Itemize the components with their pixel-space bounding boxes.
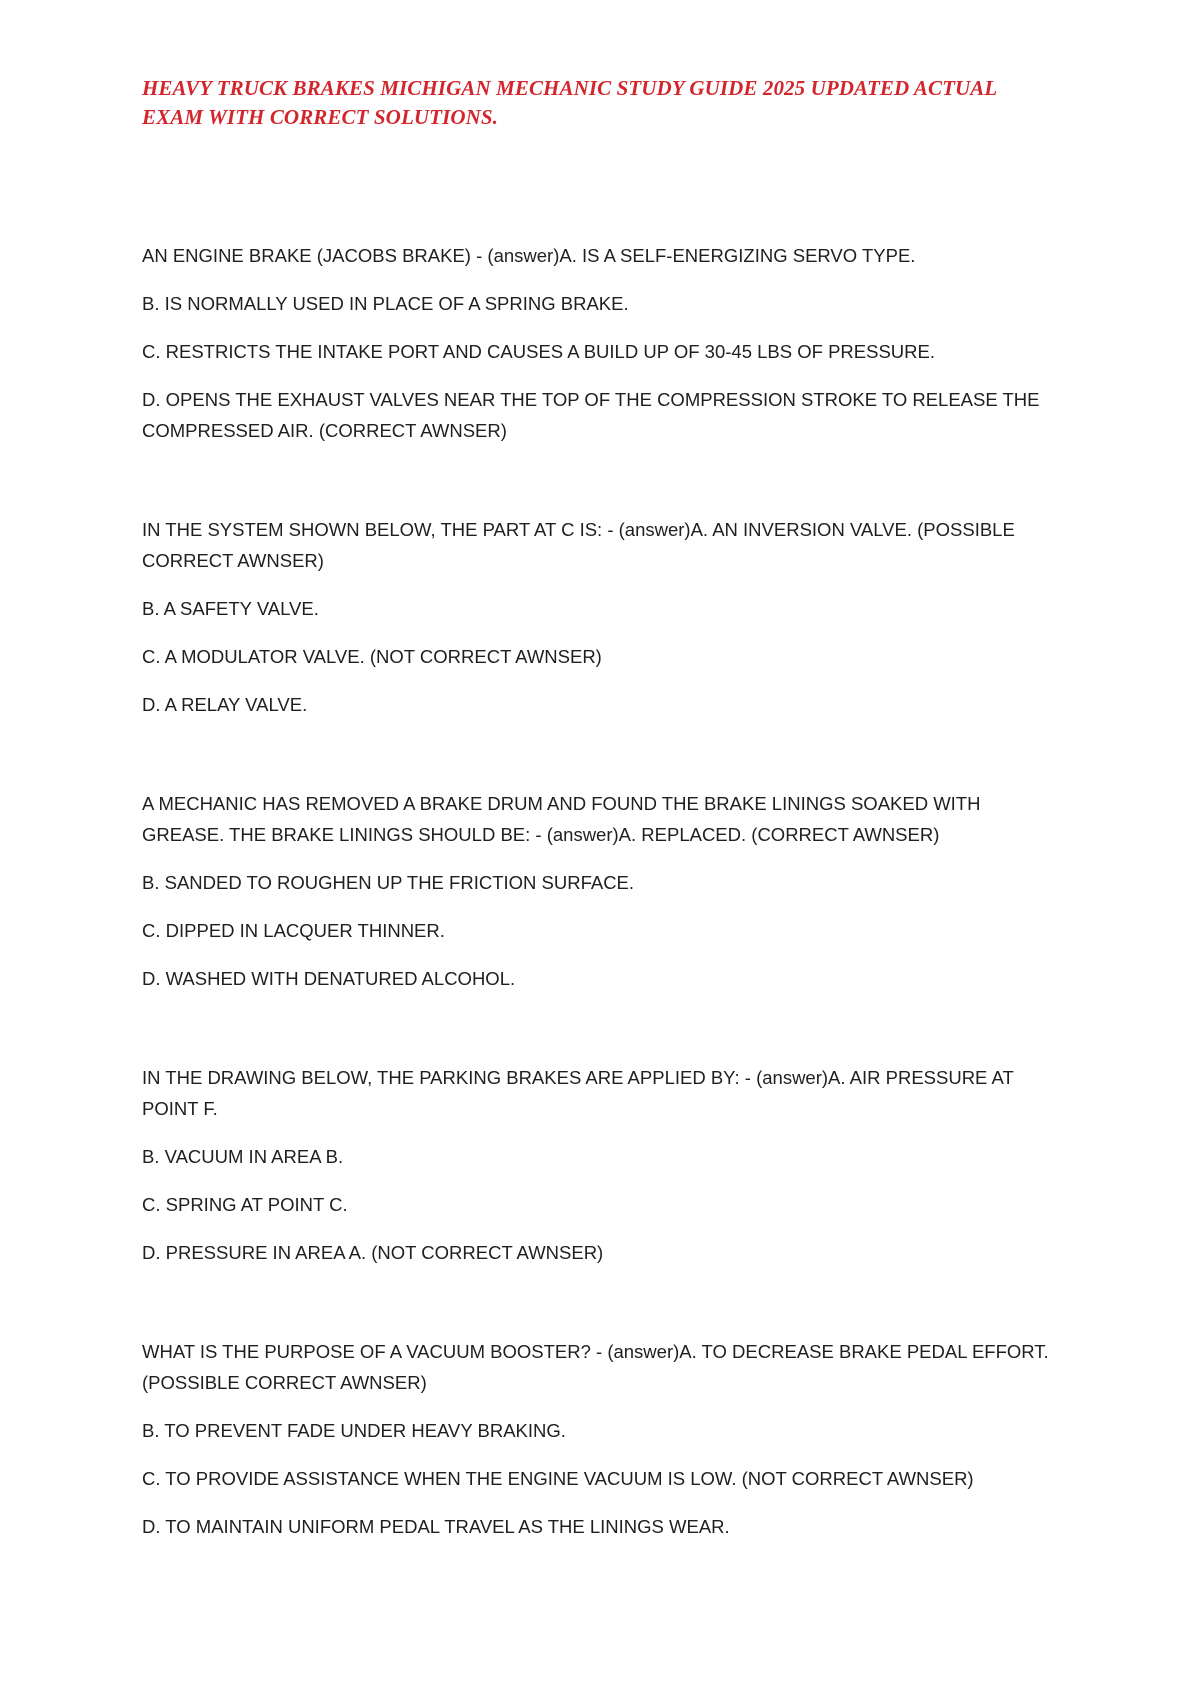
answer-option: C. A MODULATOR VALVE. (NOT CORRECT AWNSER) (142, 646, 602, 667)
answer-option: D. WASHED WITH DENATURED ALCOHOL. (142, 968, 516, 989)
answer-option: B. IS NORMALLY USED IN PLACE OF A SPRING BRAKE. (142, 293, 629, 314)
answer-option: C. RESTRICTS THE INTAKE PORT AND CAUSES A BUILD UP OF 30-45 LBS OF PRESSURE. (142, 341, 935, 362)
answer-option: D. OPENS THE EXHAUST VALVES NEAR THE TOP OF THE COMPRESSION STROKE TO RELEASE THE COMPRESSED AIR. (CORRECT AWNSER) (142, 389, 1040, 441)
question-list (142, 240, 1062, 1610)
question-stem: IN THE SYSTEM SHOWN BELOW, THE PART AT C IS: - (answer)A. AN INVERSION VALVE. (POSSIBLE CORRECT AWNSER) (142, 519, 1015, 571)
question-stem: IN THE DRAWING BELOW, THE PARKING BRAKES ARE APPLIED BY: - (answer)A. AIR PRESSURE AT POINT F. (142, 1067, 1014, 1119)
answer-option: D. A RELAY VALVE. (142, 694, 308, 715)
answer-option: B. SANDED TO ROUGHEN UP THE FRICTION SURFACE. (142, 872, 635, 893)
answer-option: C. TO PROVIDE ASSISTANCE WHEN THE ENGINE VACUUM IS LOW. (NOT CORRECT AWNSER) (142, 1468, 974, 1489)
answer-option: B. TO PREVENT FADE UNDER HEAVY BRAKING. (142, 1420, 566, 1441)
question-stem: A MECHANIC HAS REMOVED A BRAKE DRUM AND FOUND THE BRAKE LININGS SOAKED WITH GREASE. THE BRAKE LININGS SHOULD BE: - (answer)A. REPLACED. (CORRECT AWNSER) (142, 793, 981, 845)
question-block (142, 240, 1062, 446)
answer-option: C. SPRING AT POINT C. (142, 1194, 348, 1215)
question-block (142, 1336, 1062, 1542)
question-stem: AN ENGINE BRAKE (JACOBS BRAKE) - (answer)A. IS A SELF-ENERGIZING SERVO TYPE. (142, 245, 916, 266)
answer-option: D. PRESSURE IN AREA A. (NOT CORRECT AWNSER) (142, 1242, 604, 1263)
question-block (142, 788, 1062, 994)
answer-option: C. DIPPED IN LACQUER THINNER. (142, 920, 445, 941)
question-block (142, 514, 1062, 720)
document-title: HEAVY TRUCK BRAKES MICHIGAN MECHANIC STUDY GUIDE 2025 UPDATED ACTUAL EXAM WITH CORRECT SOLUTIONS. (142, 76, 997, 129)
question-block (142, 1062, 1062, 1268)
answer-option: B. A SAFETY VALVE. (142, 598, 319, 619)
question-stem: WHAT IS THE PURPOSE OF A VACUUM BOOSTER? - (answer)A. TO DECREASE BRAKE PEDAL EFFORT. (POSSIBLE CORRECT AWNSER) (142, 1341, 1049, 1393)
answer-option: B. VACUUM IN AREA B. (142, 1146, 344, 1167)
answer-option: D. TO MAINTAIN UNIFORM PEDAL TRAVEL AS THE LININGS WEAR. (142, 1516, 730, 1537)
